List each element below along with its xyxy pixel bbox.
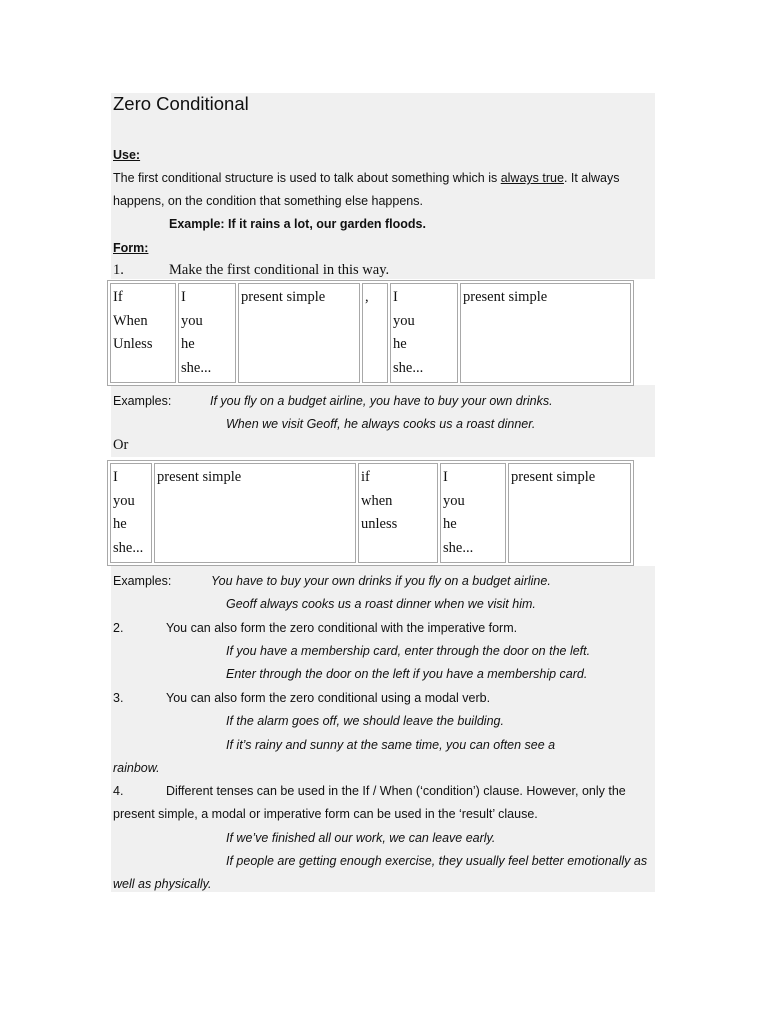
t1-subj-i: I <box>181 289 186 305</box>
use-text-part1: The first conditional structure is used to talk about something which is <box>113 171 501 185</box>
step4-number: 4. <box>113 784 124 798</box>
t2-subj-you: you <box>113 492 135 509</box>
t2-subj-he: he <box>113 516 127 532</box>
t2-conj-when: when <box>361 492 393 509</box>
step1-number: 1. <box>113 262 124 278</box>
t2-subj-she: she... <box>113 539 144 556</box>
t1-subject-cell-2 <box>390 283 458 383</box>
t1-subj-you: you <box>181 312 203 329</box>
step3-example2-line1: If it’s rainy and sunny at the same time, you can often see a <box>226 738 556 752</box>
t2-subj-i: I <box>113 469 118 485</box>
step2-text: You can also form the zero conditional with the imperative form. <box>166 621 518 635</box>
examples1-line1: If you fly on a budget airline, you have to buy your own drinks. <box>210 394 553 408</box>
step1-text: Make the first conditional in this way. <box>169 262 390 278</box>
t1-subj2-he: he <box>393 336 407 352</box>
t1-subj2-i: I <box>393 289 398 305</box>
t2-verb-cell-2: present simple <box>508 463 631 563</box>
example-line: Example: If it rains a lot, our garden floods. <box>169 217 426 231</box>
use-text-emphasis: always true <box>500 171 564 185</box>
step4-example1: If we’ve finished all our work, we can leave early. <box>226 831 496 845</box>
step3-text: You can also form the zero conditional using a modal verb. <box>166 691 491 705</box>
t1-subj-she: she... <box>181 359 212 376</box>
use-text-line1 <box>113 171 620 185</box>
t2-conj-if: if <box>361 469 370 485</box>
use-heading: Use: <box>113 148 141 162</box>
t2-subject-cell-2 <box>440 463 506 563</box>
or-text: Or <box>113 437 129 453</box>
t1-comma-cell: , <box>362 283 388 383</box>
use-text-line2: happens, on the condition that something else happens. <box>113 194 423 208</box>
t1-verb-cell-2: present simple <box>460 283 631 383</box>
t1-subject-cell <box>178 283 236 383</box>
t2-subj2-he: he <box>443 516 457 532</box>
t1-conj-unless: Unless <box>113 336 153 352</box>
t1-subj2-she: she... <box>393 359 424 376</box>
t2-verb-cell: present simple <box>154 463 356 563</box>
form-table-1 <box>107 280 634 386</box>
step2-example2: Enter through the door on the left if you have a membership card. <box>226 667 588 681</box>
t2-subj2-you: you <box>443 492 465 509</box>
t2-conj-unless: unless <box>361 516 398 532</box>
examples2-label: Examples: <box>113 574 172 588</box>
examples1-line2: When we visit Geoff, he always cooks us a roast dinner. <box>226 417 536 431</box>
form-table-2 <box>107 460 634 566</box>
step4-text-line1: Different tenses can be used in the If / When (‘condition’) clause. However, only the <box>166 784 626 798</box>
step4-example2-line2: well as physically. <box>113 877 212 891</box>
examples2-line1: You have to buy your own drinks if you fly on a budget airline. <box>211 574 551 588</box>
step3-example2-line2: rainbow. <box>113 761 160 775</box>
step4-text-line2: present simple, a modal or imperative form can be used in the ‘result’ clause. <box>113 807 538 821</box>
examples2-line2: Geoff always cooks us a roast dinner when we visit him. <box>226 597 536 611</box>
t1-conj-if: If <box>113 289 123 305</box>
t1-subj-he: he <box>181 336 195 352</box>
step4-example2-line1: If people are getting enough exercise, they usually feel better emotionally as <box>226 854 648 868</box>
t1-conjunction-cell <box>110 283 176 383</box>
t2-conjunction-cell <box>358 463 438 563</box>
step3-number: 3. <box>113 691 124 705</box>
use-text-part3: . It always <box>563 171 620 185</box>
shaded-region-top <box>111 93 655 279</box>
t2-subj2-she: she... <box>443 539 474 556</box>
t1-verb-cell: present simple <box>238 283 360 383</box>
form-heading: Form: <box>113 241 149 255</box>
t2-subj2-i: I <box>443 469 448 485</box>
page-title: Zero Conditional <box>113 93 249 114</box>
examples1-label: Examples: <box>113 394 172 408</box>
step3-example1: If the alarm goes off, we should leave the building. <box>226 714 504 728</box>
step2-number: 2. <box>113 621 124 635</box>
step2-example1: If you have a membership card, enter through the door on the left. <box>226 644 591 658</box>
t2-subject-cell <box>110 463 152 563</box>
t1-subj2-you: you <box>393 312 415 329</box>
t1-conj-when: When <box>113 312 148 329</box>
